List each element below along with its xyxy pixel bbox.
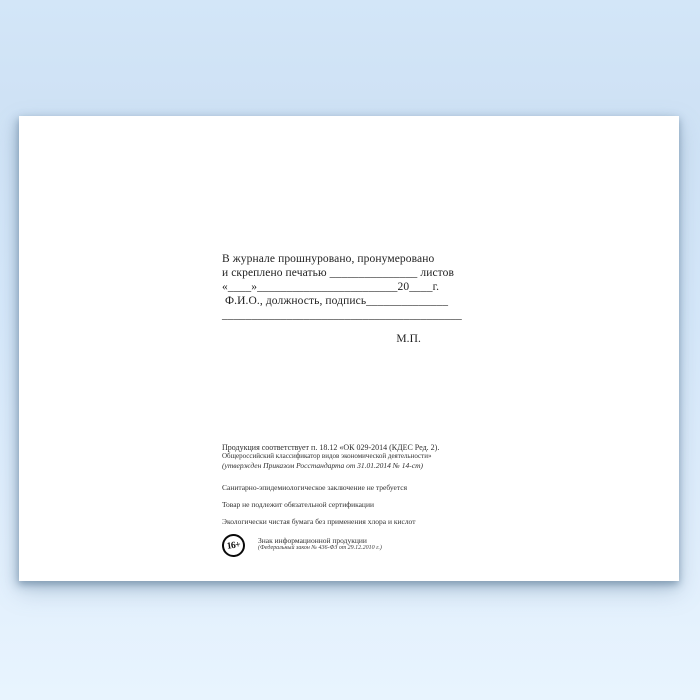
stitching-line-3-date: «____»________________________20____г. <box>222 281 440 293</box>
compliance-fine-print-block <box>222 443 512 557</box>
age-16-plus-icon: 16+ <box>221 533 247 559</box>
information-product-sign-law: (Федеральный закон № 436-ФЗ от 29.12.2010 г.) <box>258 545 382 551</box>
note-sanitary-conclusion: Санитарно-эпидемиологическое заключение не требуется <box>222 483 408 492</box>
stitching-line-1: В журнале прошнуровано, пронумеровано <box>222 253 435 265</box>
product-compliance-line-3-decree: (утвержден Приказом Росстандарта от 31.01.2014 № 14-ст) <box>222 461 423 470</box>
product-compliance-line-1: Продукция соответствует п. 18.12 «ОК 029-2014 (КДЕС Ред. 2). <box>222 443 440 452</box>
note-certification: Товар не подлежит обязательной сертификации <box>222 500 374 509</box>
stitching-line-2-sheets-count: и скреплено печатью _______________ листов <box>222 267 455 279</box>
product-compliance-line-2: Общероссийский классификатор видов экономической деятельности» <box>222 452 432 460</box>
information-product-sign-text <box>258 534 382 552</box>
stitching-line-4-name-position-signature: Ф.И.О., должность, подпись______________ <box>222 295 449 307</box>
note-eco-paper: Экологически чистая бумага без применения хлора и кислот <box>222 517 416 526</box>
information-product-sign-title: Знак информационной продукции <box>258 536 367 545</box>
stitching-line-5-blank: _________________________________________ <box>222 309 462 321</box>
information-product-sign-row <box>222 534 512 557</box>
stitching-certification-block <box>222 252 462 346</box>
journal-back-page <box>19 116 679 581</box>
seal-place-label: М.П. <box>396 333 421 345</box>
